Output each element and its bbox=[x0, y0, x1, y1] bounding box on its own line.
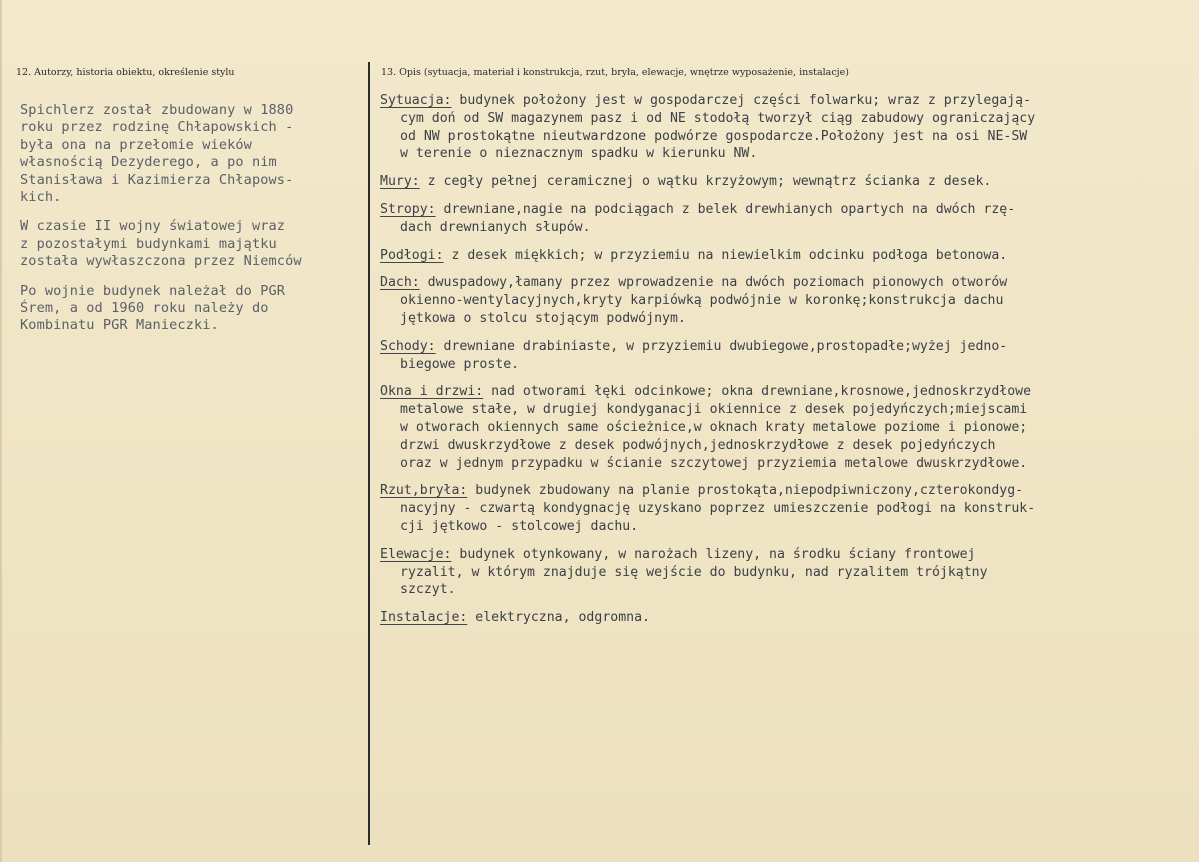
entry-first-line bbox=[380, 173, 1180, 191]
left-column-header: 12. Autorzy, historia obiektu, określenie stylu bbox=[16, 67, 235, 78]
history-paragraph: W czasie II wojny światowej wraz z pozostałymi budynkami majątku została wywłaszczona przez Niemców bbox=[20, 218, 302, 270]
entry-first-line bbox=[380, 92, 1180, 110]
entry-continuation-line: oraz w jednym przypadku w ścianie szczytowej przyziemia metalowe dwuskrzydłowe. bbox=[400, 455, 1028, 471]
entry-label: Instalacje: bbox=[380, 610, 468, 626]
entry-continuation-line: szczyt. bbox=[400, 582, 456, 598]
description-entry bbox=[380, 609, 1180, 627]
entry-text: budynek zbudowany na planie prostokąta,niepodpiwniczony,czterokondyg- bbox=[467, 483, 1024, 499]
entry-continuation-line: ryzalit, w którym znajduje się wejście do budynku, nad ryzalitem trójkątny bbox=[400, 564, 988, 580]
description-entry bbox=[380, 383, 1180, 472]
entry-label: Dach: bbox=[380, 275, 420, 291]
description-entry bbox=[380, 173, 1180, 191]
description-column bbox=[380, 92, 1180, 637]
entry-label: Sytuacja: bbox=[380, 93, 452, 108]
entry-label: Rzut,bryła: bbox=[380, 483, 468, 499]
entry-first-line bbox=[380, 247, 1180, 265]
entry-continuation-line: metalowe stałe, w drugiej kondyganacji okiennice z desek pojedyńczych;miejscami bbox=[400, 402, 1028, 418]
history-paragraph: Po wojnie budynek należał do PGR Śrem, a od 1960 roku należy do Kombinatu PGR Manieczki. bbox=[20, 282, 286, 334]
entry-text: drewniane drabiniaste, w przyziemiu dwubiegowe,prostopadłe;wyżej jedno- bbox=[435, 338, 1008, 354]
entry-continuation-line: okienno-wentylacyjnych,kryty karpiówką podwójnie w koronkę;konstrukcja dachu bbox=[400, 293, 1004, 309]
entry-first-line bbox=[380, 383, 1180, 401]
entry-label: Elewacje: bbox=[380, 546, 452, 562]
entry-text: elektryczna, odgromna. bbox=[467, 610, 650, 626]
entry-label: Podłogi: bbox=[380, 247, 444, 263]
description-entry bbox=[380, 274, 1180, 327]
entry-label: Mury: bbox=[380, 174, 420, 190]
entry-continuation-line: nacyjny - czwartą kondygnację uzyskano poprzez umieszczenie podłogi na konstruk- bbox=[400, 501, 1036, 517]
entry-continuation-line: w terenie o nieznacznym spadku w kierunku NW. bbox=[400, 146, 758, 162]
entry-text: budynek położony jest w gospodarczej części folwarku; wraz z przylegają- bbox=[451, 93, 1032, 108]
description-entry bbox=[380, 546, 1180, 599]
entry-text: dwuspadowy,łamany przez wprowadzenie na dwóch poziomach pionowych otworów bbox=[419, 275, 1008, 291]
entry-first-line bbox=[380, 546, 1180, 564]
history-column bbox=[20, 102, 365, 347]
entry-continuation-line: cym doń od SW magazynem pasz i od NE stodołą tworzył ciąg zabudowy ograniczający bbox=[400, 110, 1036, 126]
entry-text: z desek miękkich; w przyziemiu na niewielkim odcinku podłoga betonowa. bbox=[443, 247, 1008, 263]
entry-continuation-line: dach drewnianych słupów. bbox=[400, 219, 591, 235]
entry-text: budynek otynkowany, w narożach lizeny, na środku ściany frontowej bbox=[451, 546, 976, 562]
entry-first-line bbox=[380, 201, 1180, 219]
entry-label: Schody: bbox=[380, 338, 436, 354]
entry-first-line bbox=[380, 274, 1180, 292]
entry-continuation-line: cji jętkowo - stolcowej dachu. bbox=[400, 518, 639, 534]
entry-text: z cegły pełnej ceramicznej o wątku krzyżowym; wewnątrz ścianka z desek. bbox=[419, 174, 992, 190]
entry-continuation-line: biegowe proste. bbox=[400, 356, 520, 372]
entry-label: Stropy: bbox=[380, 201, 436, 217]
entry-continuation-line: od NW prostokątne nieutwardzone podwórze gospodarcze.Położony jest na osi NE-SW bbox=[400, 128, 1028, 144]
description-entry bbox=[380, 482, 1180, 535]
history-paragraph: Spichlerz został zbudowany w 1880 roku przez rodzinę Chłapowskich - była ona na przełomie wieków własnością Dezyderego, a po nim Stanisława i Kazimierza Chłapows- kich. bbox=[20, 102, 294, 206]
entry-continuation-line: w otworach okiennych same ościeżnice,w oknach kraty metalowe poziome i pionowe; bbox=[400, 419, 1028, 435]
entry-text: drewniane,nagie na podciągach z belek drewhianych opartych na dwóch rzę- bbox=[435, 201, 1016, 217]
description-entry bbox=[380, 201, 1180, 237]
entry-first-line bbox=[380, 338, 1180, 356]
entry-text: nad otworami łęki odcinkowe; okna drewniane,krosnowe,jednoskrzydłowe bbox=[483, 384, 1032, 400]
description-entry bbox=[380, 92, 1180, 163]
entry-first-line bbox=[380, 482, 1180, 500]
description-entry bbox=[380, 247, 1180, 265]
entry-continuation-line: jętkowa o stolcu stojącym podwójnym. bbox=[400, 310, 686, 326]
right-column-header: 13. Opis (sytuacja, materiał i konstrukcja, rzut, bryła, elewacje, wnętrze wyposażenie, instalacje) bbox=[381, 67, 849, 78]
entry-continuation-line: drzwi dwuskrzydłowe z desek podwójnych,jednoskrzydłowe z desek pojedyńczych bbox=[400, 437, 996, 453]
description-entry bbox=[380, 338, 1180, 374]
entry-first-line bbox=[380, 609, 1180, 627]
column-divider bbox=[368, 62, 370, 845]
entry-label: Okna i drzwi: bbox=[380, 384, 484, 400]
